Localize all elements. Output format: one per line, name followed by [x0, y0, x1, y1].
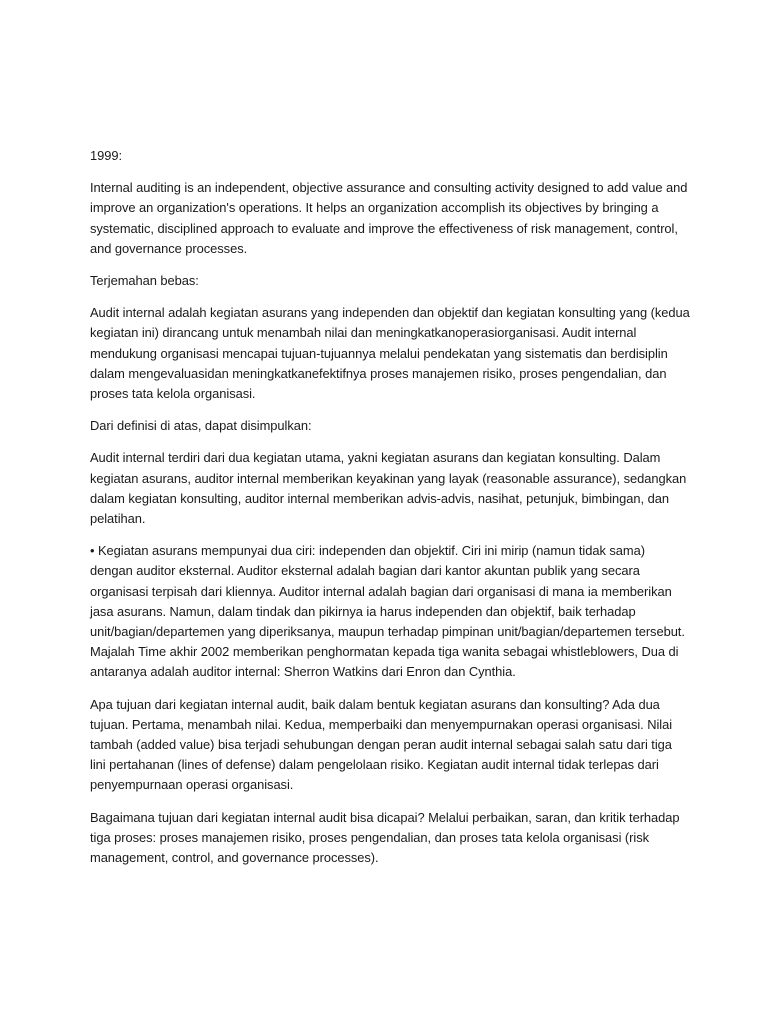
document-body: [90, 146, 690, 880]
paragraph-how-achieved: Bagaimana tujuan dari kegiatan internal audit bisa dicapai? Melalui perbaikan, saran, dan kritik terhadap tiga proses: proses manajemen risiko, proses pengendalian, dan proses tata kelola organisasi (risk management, control, and governance processes).: [90, 809, 680, 866]
year-heading: 1999:: [90, 148, 123, 163]
definition-indonesian: Audit internal adalah kegiatan asurans yang independen dan objektif dan kegiatan konsulting yang (kedua kegiatan ini) dirancang untuk menambah nilai dan meningkatkanoperasiorganisasi. Audit internal mendukung organisasi mencapai tujuan-tujuannya melalui pendekatan yang sistematis dan berdisiplin dalam mengevaluasidan meningkatkanefektifnya proses manajemen risiko, proses pengendalian, dan proses tata kelola organisasi.: [90, 305, 690, 402]
translation-heading: Terjemahan bebas:: [90, 273, 199, 289]
paragraph-assurance-bullet: • Kegiatan asurans mempunyai dua ciri: independen dan objektif. Ciri ini mirip (namun tidak sama) dengan auditor eksternal. Auditor eksternal adalah bagian dari kantor akuntan publik yang secara organisasi terpisah dari kliennya. Auditor internal adalah bagian dari organisasi di mana ia memberikan jasa asurans. Namun, dalam tindak dan pikirnya ia harus independen dan objektif, baik terhadap unit/bagian/departemen yang diperiksanya, maupun terhadap pimpinan unit/bagian/departemen tersebut. Majalah Time akhir 2002 memberikan penghormatan kepada tiga wanita sebagai whistleblowers, Dua di antaranya adalah auditor internal: Sherron Watkins dari Enron dan Cynthia.: [90, 543, 685, 680]
conclusion-heading: Dari definisi di atas, dapat disimpulkan:: [90, 418, 312, 434]
definition-english: Internal auditing is an independent, objective assurance and consulting activity designed to add value and improve an organization's operations. It helps an organization accomplish its objectives by bringing a systematic, disciplined approach to evaluate and improve the effectiveness of risk management, control, and governance processes.: [90, 180, 688, 256]
paragraph-objectives: Apa tujuan dari kegiatan internal audit, baik dalam bentuk kegiatan asurans dan konsulting? Ada dua tujuan. Pertama, menambah nilai. Kedua, memperbaiki dan menyempurnakan operasi organisasi. Nilai tambah (added value) bisa terjadi sehubungan dengan peran audit internal sebagai salah satu dari tiga lini pertahanan (lines of defense) dalam pengelolaan risiko. Kegiatan audit internal tidak terlepas dari penyempurnaan operasi organisasi.: [90, 696, 673, 793]
paragraph-main-activities: Audit internal terdiri dari dua kegiatan utama, yakni kegiatan asurans dan kegiatan konsulting. Dalam kegiatan asurans, auditor internal memberikan keyakinan yang layak (reasonable assurance), sedangkan dalam kegiatan konsulting, auditor internal memberikan advis-advis, nasihat, petunjuk, bimbingan, dan pelatihan.: [90, 450, 687, 527]
